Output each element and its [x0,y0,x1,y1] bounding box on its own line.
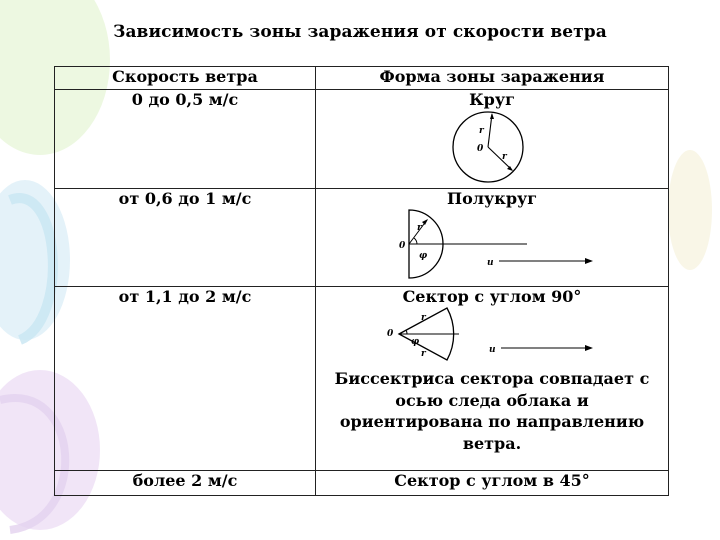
radius-label: r [417,223,422,233]
shape-label: Сектор с углом 90° [402,287,582,306]
origin-label: 0 [387,329,394,339]
semicircle-zone-diagram [377,208,607,280]
table-row [55,189,669,287]
cell-speed: более 2 м/с [55,471,316,496]
angle-label: φ [419,251,428,261]
table-row [55,287,669,471]
radius-label: r [479,126,484,136]
page-title: Зависимость зоны заражения от скорости ветра [113,22,607,42]
header-zone-shape: Форма зоны заражения [316,67,669,90]
cell-shape [316,287,669,471]
cell-shape [316,189,669,287]
cell-speed: от 1,1 до 2 м/с [55,287,316,471]
radius-label-2: r [502,152,507,162]
table-header-row [55,67,669,90]
origin-label: 0 [477,144,484,154]
shape-label: Круг [469,90,515,109]
origin-label: 0 [399,241,406,251]
wind-label: u [489,345,496,355]
radius-label: r [421,313,426,323]
cell-speed: от 0,6 до 1 м/с [55,189,316,287]
cell-shape: Сектор с углом в 45° [316,471,669,496]
header-wind-speed: Скорость ветра [55,67,316,90]
sector-90-zone-diagram [377,306,607,364]
contamination-zone-table [54,66,669,496]
table-row [55,90,669,189]
wind-label: u [487,258,494,268]
shape-label: Полукруг [446,189,538,208]
circle-zone-diagram [442,109,542,185]
angle-label: φ [411,337,420,347]
bisector-note: Биссектриса сектора совпадает с осью следа облака и ориентирована по направлению ветра. [334,369,650,453]
cell-speed: 0 до 0,5 м/с [55,90,316,189]
radius-label-2: r [421,349,426,359]
cell-shape [316,90,669,189]
table-row [55,471,669,496]
